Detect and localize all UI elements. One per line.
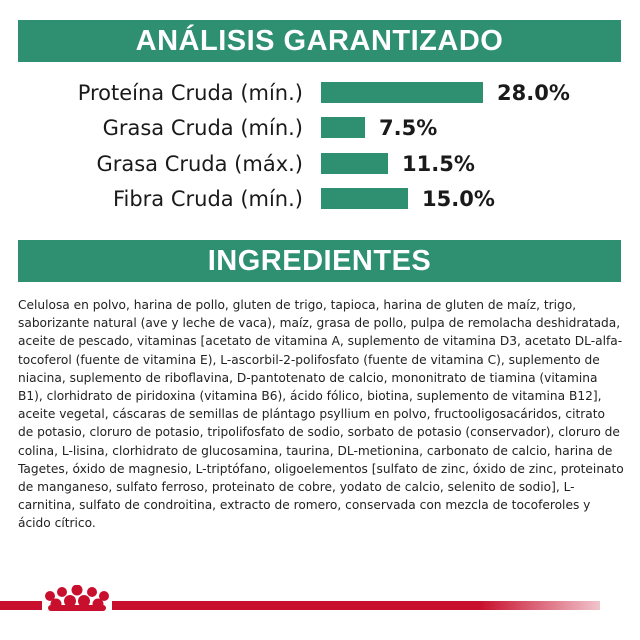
analysis-row-fat-max — [0, 149, 640, 179]
analysis-bar — [321, 188, 408, 209]
analysis-value: 28.0% — [497, 81, 570, 105]
analysis-label: Grasa Cruda (mín.) — [102, 116, 303, 140]
ingredients-list: Celulosa en polvo, harina de pollo, gluten de trigo, tapioca, harina de gluten de maíz, trigo, saborizante natural (ave y leche de vaca), maíz, grasa de pollo, pulpa de remolacha deshidratada, aceite de pescado, vitaminas [acetato de vitamina A, suplemento de vitamina D3, acetato DL-alfa-tocoferol (fuente de vitamina E), L-ascorbil-2-polifosfato (fuente de vitamina C), suplemento de niacina, suplemento de riboflavina, D-pantotenato de calcio, mononitrato de tiamina (vitamina B1), clorhidrato de piridoxina (vitamina B6), ácido fólico, biotina, suplemento de vitamina B12], aceite vegetal, cáscaras de semillas de plántago psyllium en polvo, fructooligosacáridos, citrato de potasio, cloruro de potasio, tripolifosfato de sodio, sorbato de potasio (conservador), cloruro de colina, L-lisina, clorhidrato de glucosamina, taurina, DL-metionina, carbonato de calcio, harina de Tagetes, óxido de magnesio, L-triptófano, oligoelementos [sulfato de zinc, óxido de zinc, proteinato de manganeso, sulfato ferroso, proteinato de cobre, yodato de calcio, selenito de sodio], L-carnitina, sulfato de condroitina, extracto de romero, conservada con mezcla de tocoferoles y ácido cítrico. — [18, 298, 624, 531]
analysis-label: Proteína Cruda (mín.) — [77, 81, 303, 105]
analysis-bar — [321, 117, 365, 138]
analysis-row-fat-min — [0, 113, 640, 143]
ingredients-header — [18, 240, 621, 282]
ingredients-title: INGREDIENTES — [207, 244, 432, 277]
analysis-row-fiber-min — [0, 184, 640, 214]
analysis-value: 15.0% — [422, 187, 495, 211]
analysis-value: 11.5% — [402, 152, 475, 176]
analysis-label: Fibra Cruda (mín.) — [112, 187, 303, 211]
analysis-value: 7.5% — [379, 116, 438, 140]
analysis-bar — [321, 153, 388, 174]
analysis-bar — [321, 82, 483, 103]
royal-canin-crown-icon — [42, 585, 112, 615]
analysis-title: ANÁLISIS GARANTIZADO — [135, 24, 504, 57]
analysis-row-protein-min — [0, 78, 640, 108]
analysis-header — [18, 20, 621, 62]
analysis-label: Grasa Cruda (máx.) — [96, 152, 303, 176]
